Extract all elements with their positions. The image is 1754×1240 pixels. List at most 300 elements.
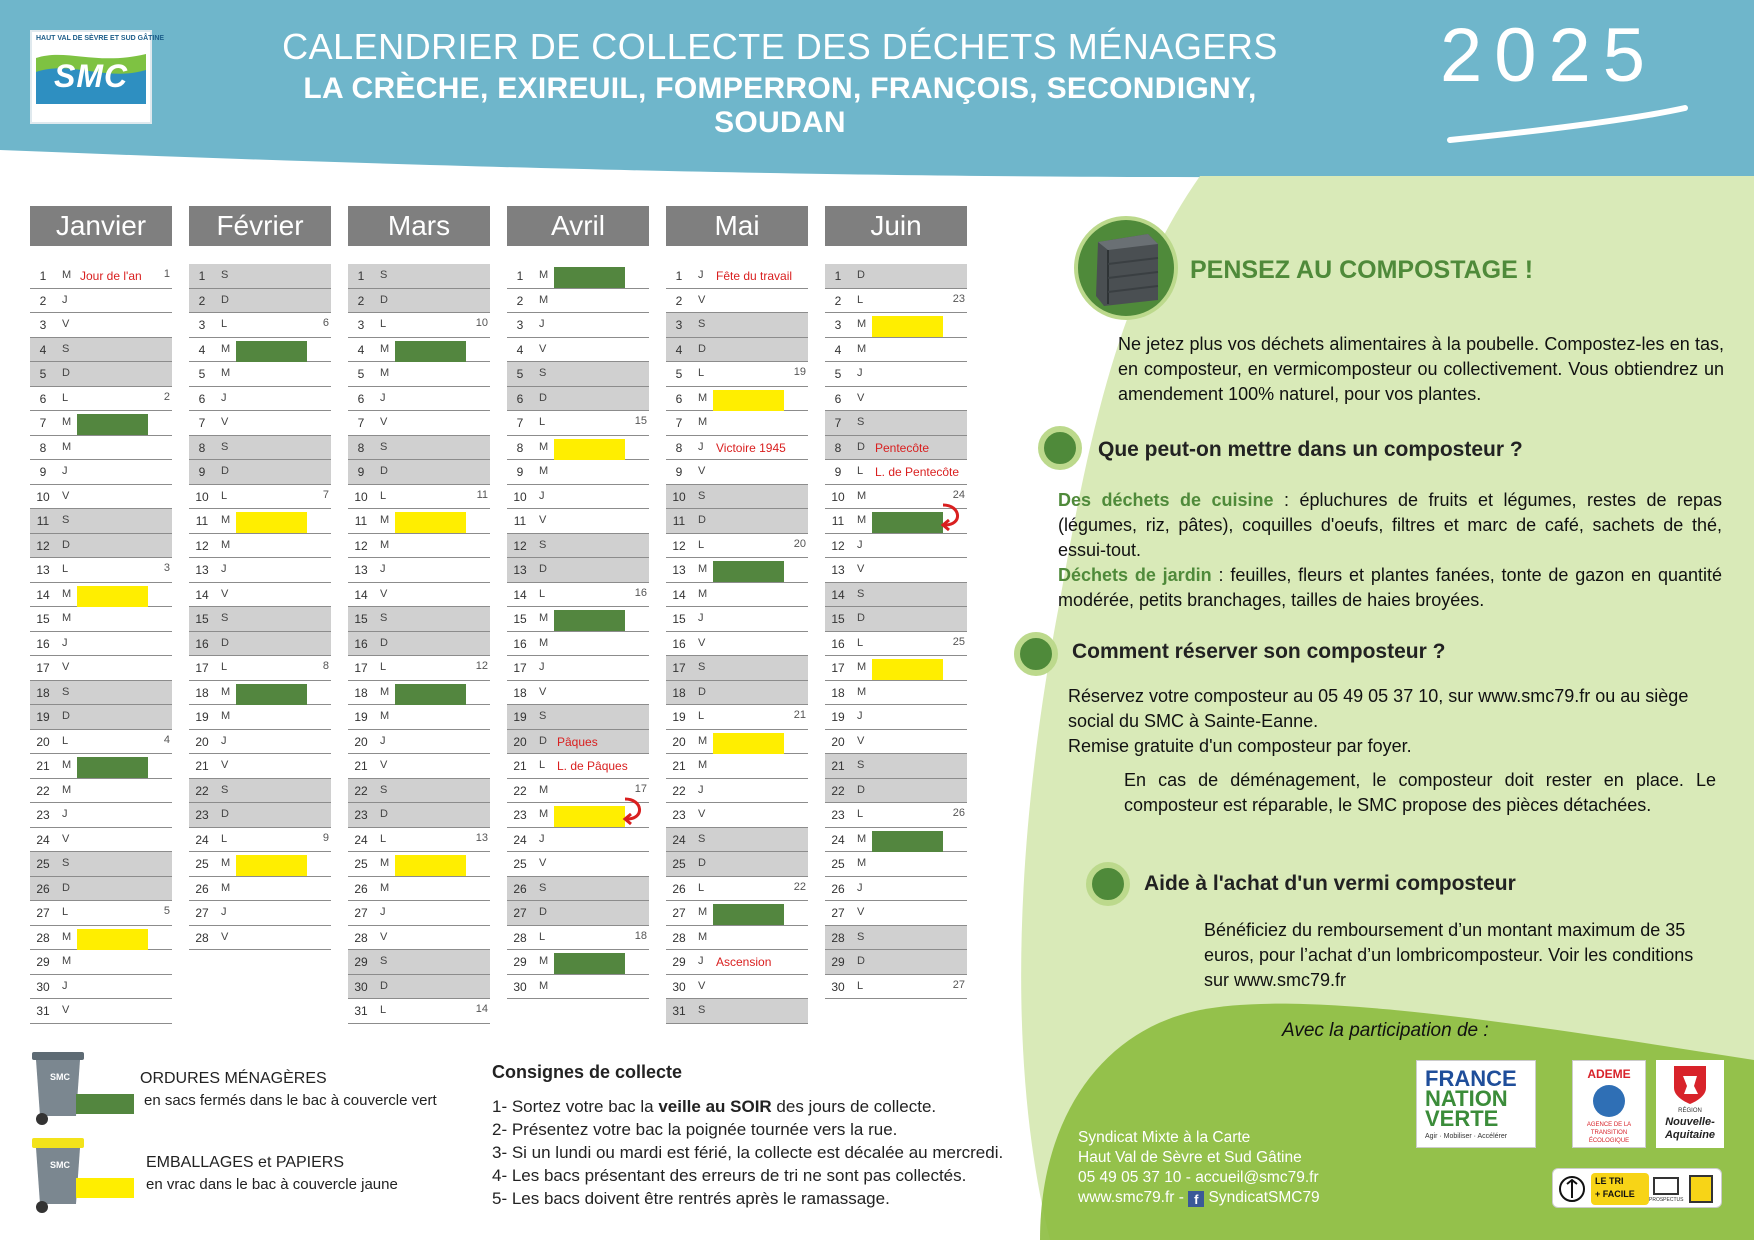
day-number: 2 <box>198 293 206 308</box>
day-letter: D <box>698 857 706 869</box>
day-row <box>348 509 490 534</box>
day-letter: D <box>380 465 388 477</box>
day-row <box>666 828 808 853</box>
day-row <box>348 558 490 583</box>
day-letter: S <box>698 1004 706 1016</box>
day-letter: S <box>380 955 388 967</box>
day-number: 3 <box>39 318 47 332</box>
day-row <box>189 607 331 632</box>
day-list <box>825 264 967 999</box>
day-row <box>507 877 649 902</box>
page-title: CALENDRIER DE COLLECTE DES DÉCHETS MÉNAGERS <box>282 26 1278 67</box>
day-letter: L <box>539 587 546 600</box>
day-row <box>825 534 967 559</box>
day-letter: V <box>380 930 388 943</box>
day-letter: L <box>221 489 228 502</box>
day-letter: M <box>698 416 708 428</box>
day-number: 28 <box>354 930 368 945</box>
day-row <box>825 362 967 387</box>
day-row <box>30 779 172 804</box>
collection-emballages <box>77 586 148 607</box>
day-row <box>189 460 331 485</box>
day-letter: M <box>698 391 708 404</box>
day-number: 24 <box>195 832 209 847</box>
day-row <box>666 803 808 828</box>
composter-photo <box>1074 216 1178 320</box>
day-row <box>30 583 172 608</box>
day-number: 29 <box>513 955 527 969</box>
day-number: 22 <box>513 783 527 798</box>
day-letter: M <box>380 342 390 355</box>
day-list <box>666 264 808 1024</box>
day-row <box>30 558 172 583</box>
day-letter: M <box>221 367 231 379</box>
day-row <box>189 509 331 534</box>
day-number: 12 <box>831 538 845 553</box>
week-number: 5 <box>163 905 170 917</box>
day-row <box>30 436 172 461</box>
day-letter: L <box>857 636 864 649</box>
week-number: 13 <box>475 831 488 844</box>
day-number: 19 <box>831 710 845 724</box>
day-letter: J <box>221 906 227 918</box>
contact-web <box>1078 1188 1320 1208</box>
month-column <box>666 206 808 1018</box>
day-letter: S <box>857 930 865 943</box>
day-letter: M <box>221 514 231 526</box>
day-number: 14 <box>195 587 209 602</box>
day-number: 26 <box>36 881 50 896</box>
day-letter: J <box>380 734 386 747</box>
day-row <box>30 730 172 755</box>
collection-ordures <box>395 341 466 362</box>
day-row <box>30 485 172 510</box>
facebook-icon: f <box>1188 1191 1204 1207</box>
day-letter: D <box>857 955 865 967</box>
day-row <box>189 558 331 583</box>
day-letter: V <box>698 636 706 649</box>
month-header: Avril <box>507 206 649 246</box>
day-letter: D <box>380 636 388 649</box>
collection-emballages <box>395 512 466 533</box>
holiday-label: Pâques <box>557 734 598 749</box>
day-number: 20 <box>195 734 209 749</box>
day-number: 17 <box>195 661 209 675</box>
day-row <box>189 313 331 338</box>
day-row <box>348 264 490 289</box>
day-letter: D <box>380 293 388 306</box>
week-number: 11 <box>476 488 488 501</box>
facebook-link[interactable]: SyndicatSMC79 <box>1208 1189 1320 1206</box>
consigne-2: 2- Présentez votre bac la poignée tournée vers la rue. <box>492 1120 898 1139</box>
day-row <box>189 632 331 657</box>
day-row <box>666 877 808 902</box>
day-number: 7 <box>516 416 524 430</box>
yellow-legend-title: EMBALLAGES et PAPIERS <box>146 1154 345 1171</box>
day-number: 9 <box>198 465 206 479</box>
day-row <box>507 828 649 853</box>
day-row <box>348 607 490 632</box>
day-letter: V <box>62 318 70 330</box>
day-letter: M <box>62 587 72 600</box>
newspaper-icon <box>1653 1177 1679 1195</box>
day-row <box>30 705 172 730</box>
month-column <box>189 206 331 945</box>
day-letter: M <box>857 318 867 330</box>
day-letter: M <box>698 587 708 600</box>
day-letter: D <box>62 881 70 894</box>
day-number: 11 <box>831 514 845 528</box>
day-row <box>30 607 172 632</box>
day-number: 19 <box>354 710 368 724</box>
day-letter: M <box>698 906 708 918</box>
day-letter: D <box>539 391 547 404</box>
day-number: 16 <box>672 636 686 651</box>
green-legend-title: ORDURES MÉNAGÈRES <box>140 1070 327 1087</box>
day-number: 21 <box>831 759 845 773</box>
day-row <box>666 583 808 608</box>
week-number: 22 <box>793 880 806 893</box>
website-link[interactable]: www.smc79.fr - <box>1078 1189 1189 1206</box>
day-number: 5 <box>357 367 365 381</box>
day-letter: L <box>221 832 228 845</box>
week-number: 24 <box>952 488 965 501</box>
collection-ordures <box>872 512 943 533</box>
collection-ordures <box>236 341 307 362</box>
day-number: 28 <box>195 930 209 945</box>
collection-ordures <box>236 684 307 705</box>
day-letter: L <box>380 1004 387 1016</box>
day-letter: M <box>221 857 231 869</box>
day-row <box>507 681 649 706</box>
day-row <box>348 705 490 730</box>
day-row <box>30 509 172 534</box>
day-letter: L <box>380 832 387 845</box>
day-row <box>189 901 331 926</box>
day-number: 30 <box>513 979 527 994</box>
france-nation-verte-logo[interactable] <box>1416 1060 1536 1148</box>
day-letter: L <box>221 318 228 330</box>
day-row <box>666 681 808 706</box>
month-header: Janvier <box>30 206 172 246</box>
day-row <box>666 558 808 583</box>
day-number: 12 <box>36 538 50 553</box>
day-letter: S <box>857 759 865 771</box>
day-letter: V <box>539 342 547 355</box>
collection-emballages <box>713 733 784 754</box>
day-letter: J <box>539 489 545 502</box>
day-number: 4 <box>675 342 683 357</box>
day-letter: V <box>539 857 547 869</box>
day-number: 2 <box>675 293 683 308</box>
day-row <box>666 852 808 877</box>
day-letter: D <box>62 538 70 551</box>
day-row <box>666 705 808 730</box>
day-number: 23 <box>354 808 368 822</box>
day-number: 13 <box>354 563 368 577</box>
day-row <box>348 901 490 926</box>
day-row <box>507 289 649 314</box>
day-number: 3 <box>516 318 524 332</box>
day-row <box>666 779 808 804</box>
consignes <box>492 1062 1003 1212</box>
day-row <box>825 950 967 975</box>
day-row <box>507 632 649 657</box>
day-number: 26 <box>672 881 686 896</box>
day-row <box>825 264 967 289</box>
day-number: 7 <box>357 416 365 430</box>
day-row <box>666 411 808 436</box>
day-row <box>666 754 808 779</box>
day-letter: J <box>62 636 68 649</box>
day-number: 31 <box>36 1004 50 1018</box>
day-number: 15 <box>195 612 209 626</box>
day-row <box>30 264 172 289</box>
compost-title: PENSEZ AU COMPOSTAGE ! <box>1190 256 1534 284</box>
day-row <box>507 754 649 779</box>
day-list <box>507 264 649 999</box>
day-letter: S <box>539 538 547 551</box>
day-number: 24 <box>36 832 50 847</box>
day-letter: J <box>857 710 863 722</box>
day-number: 2 <box>39 293 47 308</box>
collection-ordures <box>77 414 148 435</box>
day-row <box>666 975 808 1000</box>
day-row <box>825 926 967 951</box>
collection-emballages <box>236 512 307 533</box>
participation-label: Avec la participation de : <box>1282 1020 1489 1041</box>
day-number: 5 <box>834 367 842 381</box>
day-row <box>30 411 172 436</box>
day-letter: M <box>380 514 390 526</box>
holiday-label: L. de Pâques <box>557 759 628 773</box>
day-letter: M <box>62 759 72 771</box>
day-row <box>30 460 172 485</box>
day-row <box>30 289 172 314</box>
day-letter: V <box>698 979 706 992</box>
day-row <box>666 460 808 485</box>
day-letter: M <box>380 538 390 551</box>
day-number: 27 <box>195 906 209 920</box>
collection-ordures <box>713 561 784 582</box>
day-number: 8 <box>357 440 365 455</box>
day-number: 22 <box>36 783 50 798</box>
tri-facile-logo[interactable] <box>1552 1168 1722 1208</box>
day-number: 22 <box>672 783 686 798</box>
week-number: 17 <box>634 782 647 795</box>
day-letter: S <box>221 783 229 796</box>
day-row <box>348 730 490 755</box>
contact-phone-email[interactable]: 05 49 05 37 10 - accueil@smc79.fr <box>1078 1169 1319 1186</box>
day-row <box>507 558 649 583</box>
holiday-label: Fête du travail <box>716 269 793 283</box>
day-number: 23 <box>513 808 527 822</box>
day-row <box>348 583 490 608</box>
day-letter: M <box>221 538 231 551</box>
region-logo[interactable] <box>1656 1060 1724 1148</box>
day-letter: J <box>62 465 68 477</box>
day-number: 13 <box>831 563 845 577</box>
collection-emballages <box>236 855 307 876</box>
day-row <box>666 999 808 1024</box>
day-number: 28 <box>513 930 527 945</box>
day-number: 21 <box>36 759 50 773</box>
ademe-name: ADEME <box>1587 1067 1631 1081</box>
month-column <box>348 206 490 1018</box>
day-number: 20 <box>354 734 368 749</box>
day-number: 27 <box>672 906 686 920</box>
day-number: 16 <box>195 636 209 651</box>
day-letter: M <box>380 367 390 379</box>
day-letter: V <box>539 685 547 698</box>
ademe-logo[interactable] <box>1572 1060 1646 1148</box>
day-letter: L <box>380 318 387 330</box>
day-number: 1 <box>675 269 683 283</box>
day-letter: M <box>539 955 549 967</box>
collection-ordures <box>554 267 625 288</box>
day-letter: D <box>62 710 70 722</box>
consigne-4: 4- Les bacs présentant des erreurs de tri ne sont pas collectés. <box>492 1166 967 1185</box>
day-letter: M <box>539 612 549 624</box>
collection-emballages <box>77 929 148 950</box>
consigne-1: 1- Sortez votre bac la veille au SOIR des jours de collecte. <box>492 1097 937 1116</box>
day-number: 18 <box>195 685 209 700</box>
day-number: 9 <box>516 465 524 479</box>
day-row <box>825 411 967 436</box>
day-row <box>507 901 649 926</box>
collection-ordures <box>872 831 943 852</box>
green-bin-brand: SMC <box>50 1072 70 1082</box>
day-row <box>30 950 172 975</box>
day-letter: J <box>62 808 68 820</box>
day-number: 9 <box>675 465 683 479</box>
day-letter: J <box>62 979 68 992</box>
day-number: 30 <box>36 979 50 994</box>
day-letter: L <box>62 563 69 575</box>
day-letter: M <box>539 979 549 992</box>
day-letter: L <box>62 906 69 918</box>
day-letter: J <box>539 832 545 845</box>
day-letter: S <box>698 318 706 330</box>
holiday-label: Victoire 1945 <box>716 440 786 455</box>
day-row <box>507 607 649 632</box>
day-letter: V <box>221 587 229 600</box>
collection-emballages <box>713 390 784 411</box>
day-letter: J <box>221 391 227 404</box>
day-number: 1 <box>834 269 842 283</box>
day-letter: M <box>62 955 72 967</box>
day-row <box>825 828 967 853</box>
day-number: 22 <box>831 783 845 798</box>
collection-emballages <box>872 316 943 337</box>
day-row <box>507 411 649 436</box>
day-letter: S <box>62 857 70 869</box>
green-legend-bar <box>76 1094 134 1114</box>
day-row <box>348 411 490 436</box>
day-letter: L <box>857 979 864 992</box>
day-row <box>507 975 649 1000</box>
day-row <box>666 313 808 338</box>
week-number: 27 <box>952 978 965 991</box>
day-letter: L <box>857 808 864 820</box>
day-letter: S <box>698 832 706 845</box>
day-row <box>348 926 490 951</box>
day-number: 14 <box>36 587 50 602</box>
week-number: 23 <box>952 292 965 305</box>
day-number: 11 <box>195 514 209 528</box>
day-letter: M <box>857 514 867 526</box>
day-letter: S <box>857 416 865 428</box>
day-row <box>30 681 172 706</box>
day-row <box>825 705 967 730</box>
day-number: 21 <box>513 759 527 773</box>
day-row <box>666 632 808 657</box>
consignes-title: Consignes de collecte <box>492 1062 683 1082</box>
day-letter: M <box>539 636 549 649</box>
day-row <box>189 779 331 804</box>
yellow-legend-sub: en vrac dans le bac à couvercle jaune <box>146 1176 398 1193</box>
day-number: 1 <box>39 269 47 283</box>
what-jardin: Déchets de jardin : feuilles, fleurs et plantes fanées, tonte de gazon en quantité modérée, petits branchages, tailles de haies broyées. <box>1058 565 1722 610</box>
fnv-verte: VERTE <box>1425 1106 1499 1131</box>
day-number: 27 <box>513 906 527 920</box>
month-header: Mai <box>666 206 808 246</box>
day-row <box>189 681 331 706</box>
day-number: 16 <box>831 636 845 651</box>
day-row <box>507 534 649 559</box>
bullet-icon <box>1014 632 1058 676</box>
day-row <box>189 583 331 608</box>
day-number: 11 <box>354 514 368 528</box>
day-letter: S <box>698 661 706 673</box>
day-letter: M <box>539 269 549 281</box>
day-letter: J <box>857 881 863 894</box>
day-number: 25 <box>831 857 845 871</box>
day-row <box>30 877 172 902</box>
day-row <box>825 730 967 755</box>
day-number: 11 <box>36 514 50 528</box>
region-name: Nouvelle-Aquitaine <box>1664 1116 1716 1141</box>
day-number: 3 <box>675 318 683 332</box>
day-row <box>507 436 649 461</box>
day-number: 28 <box>36 930 50 945</box>
day-number: 6 <box>516 391 524 406</box>
day-number: 22 <box>354 783 368 798</box>
day-number: 15 <box>513 612 527 626</box>
day-row <box>507 950 649 975</box>
day-letter: M <box>62 612 72 624</box>
week-number: 25 <box>952 635 965 648</box>
day-number: 17 <box>672 661 686 675</box>
day-letter: M <box>62 440 72 453</box>
day-letter: J <box>698 783 704 796</box>
day-row <box>30 754 172 779</box>
day-number: 9 <box>39 465 47 479</box>
day-row <box>348 999 490 1024</box>
day-row <box>825 558 967 583</box>
day-number: 2 <box>357 293 365 308</box>
day-number: 4 <box>834 342 842 357</box>
day-letter: J <box>62 293 68 306</box>
day-row <box>189 803 331 828</box>
day-letter: S <box>698 489 706 502</box>
day-letter: L <box>698 367 705 379</box>
day-row <box>825 607 967 632</box>
day-row <box>825 754 967 779</box>
day-number: 5 <box>198 367 206 381</box>
day-row <box>30 999 172 1024</box>
day-letter: L <box>698 538 705 551</box>
